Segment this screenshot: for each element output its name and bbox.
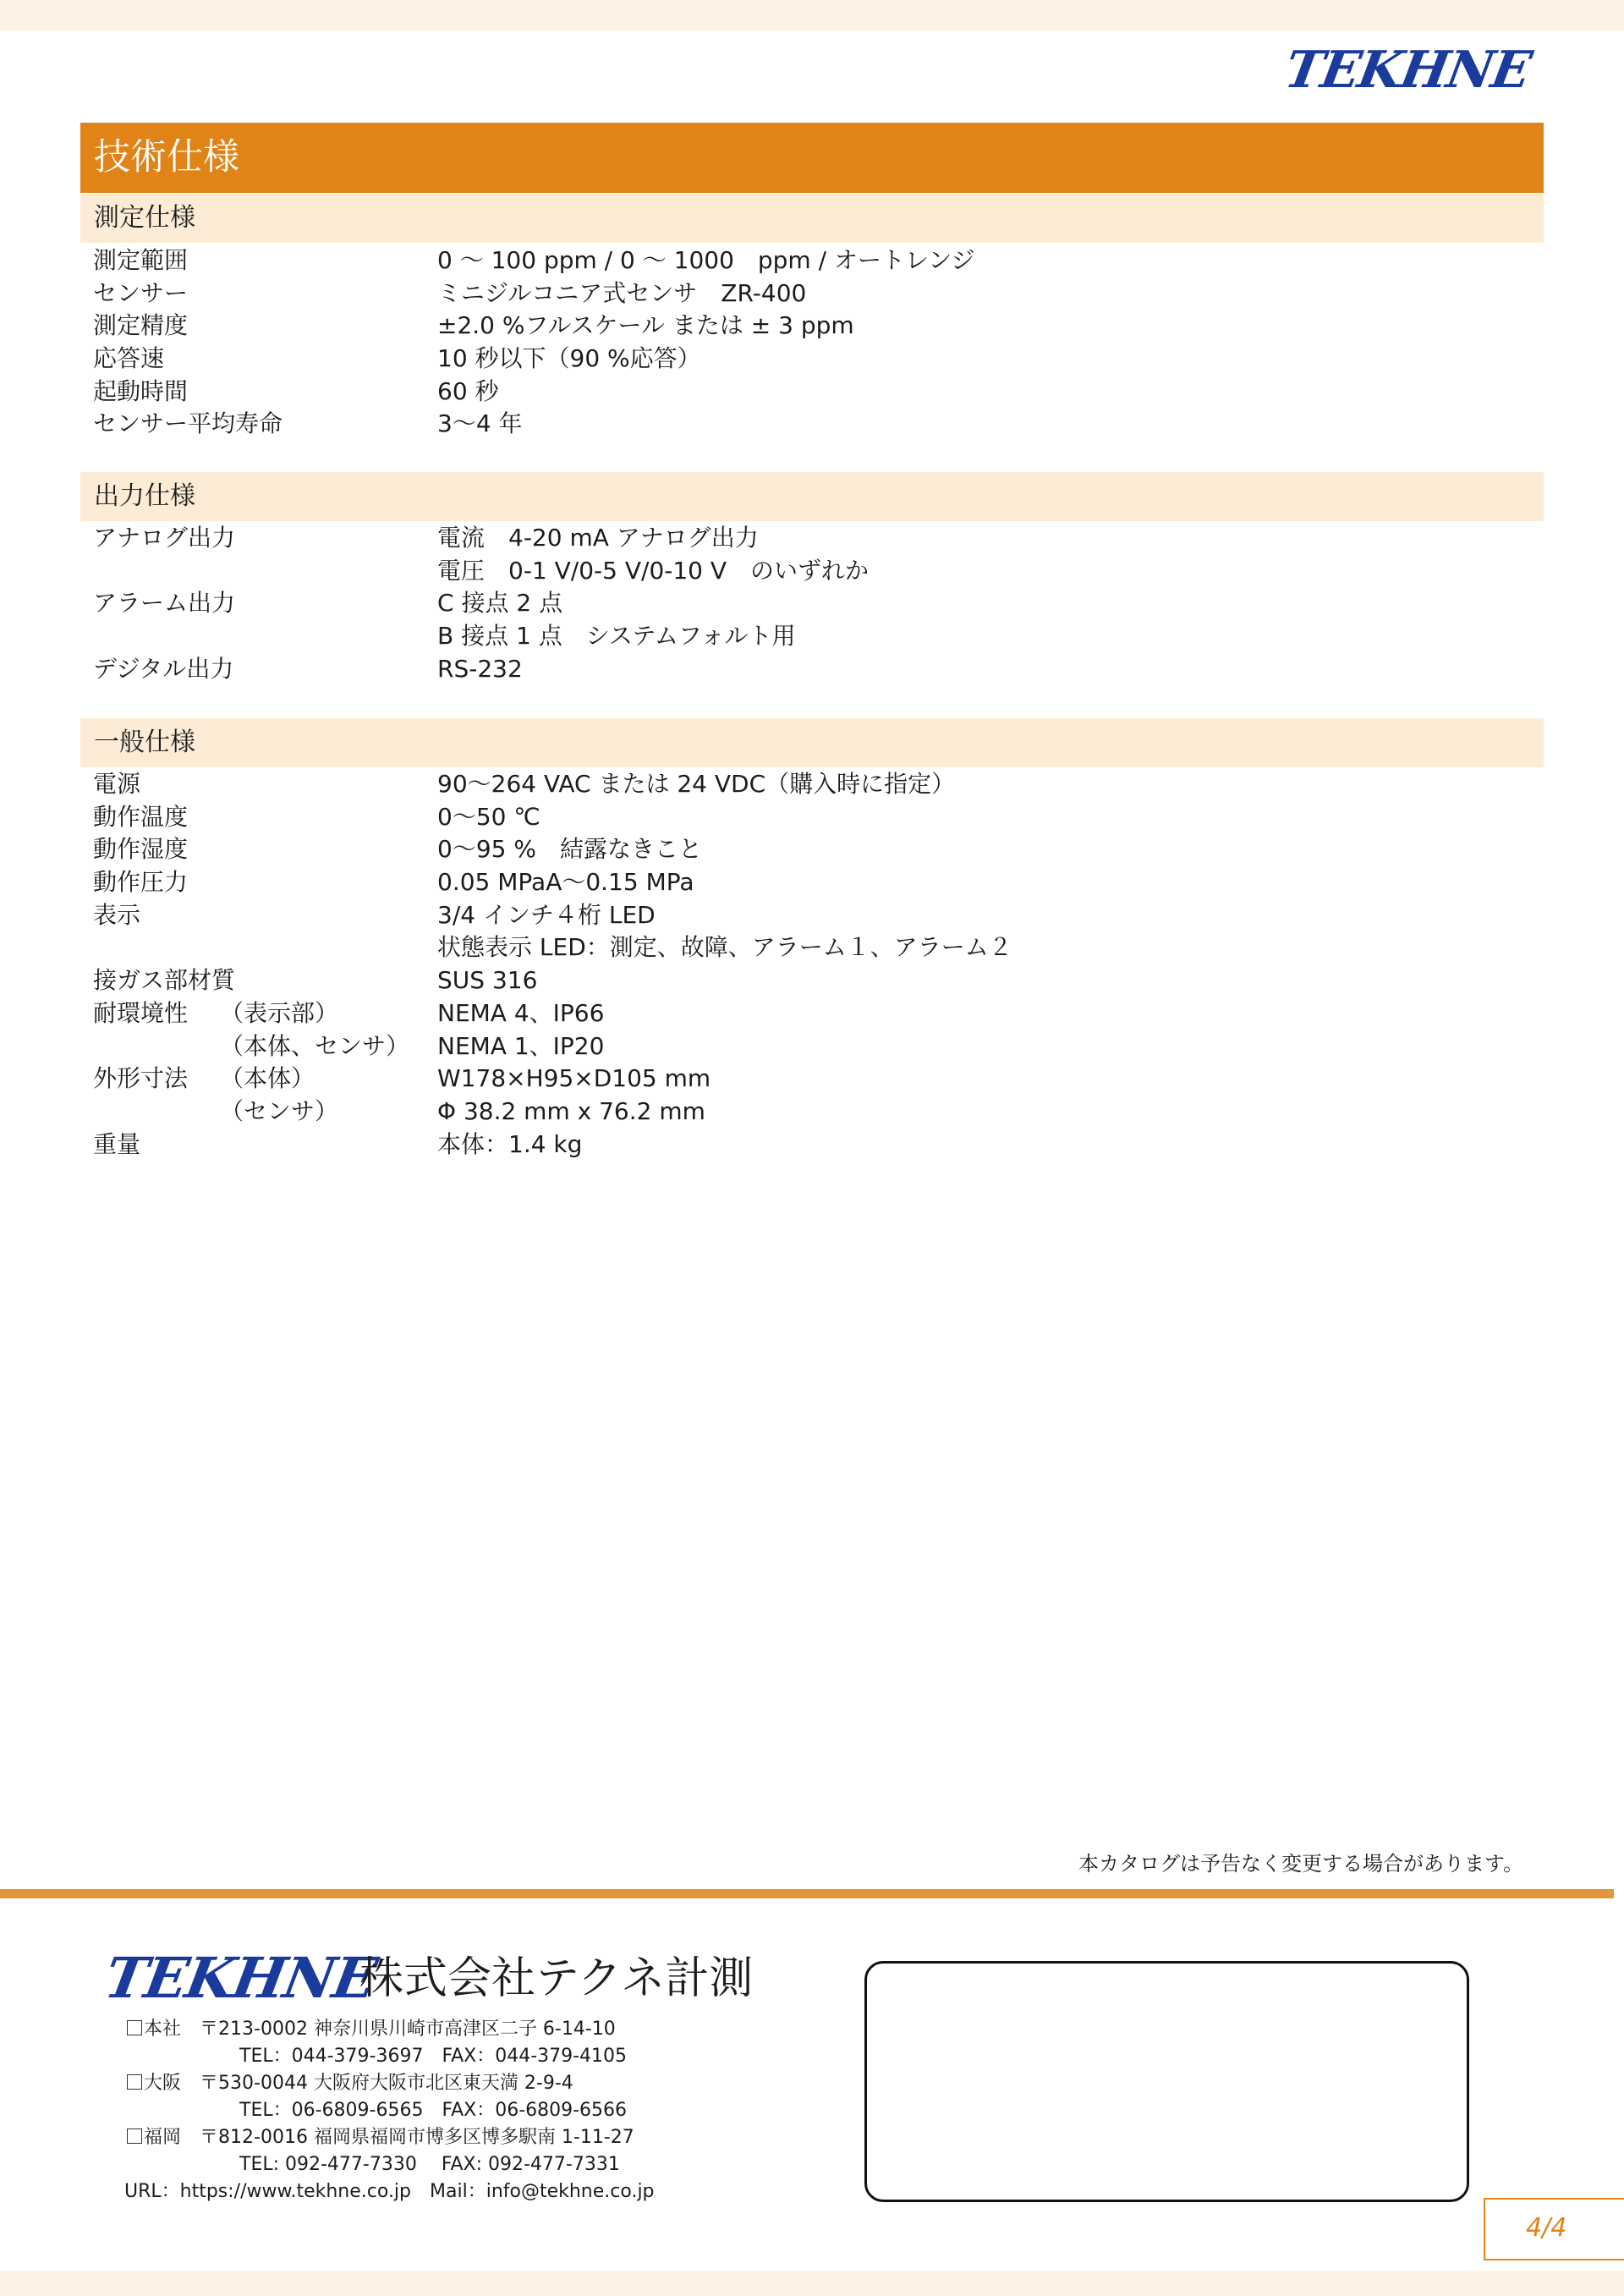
spec-label: 測定範囲 [93,246,189,274]
spec-row [80,899,1544,932]
spec-value: C 接点 2 点 [437,589,563,618]
spec-rows-output [80,522,1544,685]
spec-label: 応答速 [93,344,165,373]
section-heading-label: 出力仕様 [94,481,195,511]
spec-value: 0 ～ 100 ppm / 0 ～ 1000 ppm / オートレンジ [437,246,975,274]
checkbox-icon [127,2074,142,2090]
checkbox-icon [127,2020,142,2035]
spec-value: 3/4 インチ４桁 LED [437,900,656,929]
office-head-contact: TEL：044-379-3697 FAX：044-379-4105 [239,2046,628,2067]
section-heading-measurement [80,194,1544,243]
spec-rows-measurement [80,244,1544,441]
spec-value: ミニジルコニア式センサ ZR-400 [437,278,807,307]
office-osaka-contact: TEL：06-6809-6565 FAX：06-6809-6566 [239,2100,628,2121]
spec-value: NEMA 1、IP20 [437,1031,605,1060]
spec-value: B 接点 1 点 システムフォルト用 [437,622,796,651]
spec-row [80,653,1544,686]
spec-sublabel: （センサ） [220,1096,339,1125]
spec-value: 10 秒以下（90 %応答） [437,344,701,373]
page-title-bar [80,123,1544,193]
spec-value: 電流 4-20 mA アナログ出力 [437,524,759,552]
office-name: 福岡 [144,2127,182,2148]
section-heading-label: 測定仕様 [94,203,195,233]
bottom-band [0,2271,1624,2296]
spec-row [80,620,1544,653]
spec-label: 表示 [93,900,141,929]
tekhne-logo: TEKHNE [1280,41,1534,100]
spec-value: W178×H95×D105 mm [437,1064,711,1093]
top-band [0,0,1624,30]
spec-sublabel: （本体、センサ） [220,1031,410,1060]
spec-label: 接ガス部材質 [93,966,236,995]
spec-row [80,343,1544,376]
office-name: 本社 [144,2019,182,2040]
spec-row [80,555,1544,588]
tekhne-logo-footer: TEKHNE [100,1945,381,2011]
spec-sublabel: （表示部） [220,998,339,1027]
section-heading-label: 一般仕様 [94,728,195,757]
spec-row [80,587,1544,620]
office-fukuoka-contact: TEL: 092-477-7330 FAX: 092-477-7331 [239,2154,620,2175]
spec-row [80,833,1544,866]
spec-value: 電圧 0-1 V/0-5 V/0-10 V のいずれか [437,556,870,585]
office-name: 大阪 [144,2073,182,2094]
checkbox-icon [127,2128,142,2144]
spec-row [80,964,1544,997]
spec-label: 測定精度 [93,311,189,340]
spec-label: 電源 [93,770,141,798]
spec-row [80,1030,1544,1063]
spec-row [80,768,1544,801]
spec-value: 状態表示 LED：測定、故障、アラーム１、アラーム２ [437,933,1012,962]
spec-row [80,376,1544,409]
spec-label: センサー [93,278,189,307]
spec-label: センサー平均寿命 [93,409,283,438]
spec-label: 重量 [93,1129,141,1158]
section-heading-output [80,472,1544,521]
office-address: 〒812-0016 福岡県福岡市博多区博多駅南 1-11-27 [200,2127,634,2148]
spec-value: NEMA 4、IP66 [437,998,605,1027]
dealer-stamp-box [864,1961,1469,2202]
spec-row [80,408,1544,441]
spec-value: 90～264 VAC または 24 VDC（購入時に指定） [437,770,956,798]
spec-value: SUS 316 [437,966,538,995]
spec-value: 0.05 MPaA～0.15 MPa [437,868,694,897]
spec-row [80,1096,1544,1129]
spec-row [80,931,1544,964]
office-address: 〒213-0002 神奈川県川崎市高津区二子 6-14-10 [200,2019,616,2040]
spec-row [80,1129,1544,1162]
company-name: 株式会社テクネ計測 [359,1953,754,2004]
spec-value: 3～4 年 [437,409,523,438]
page-number: 4/4 [1526,2213,1567,2243]
disclaimer-notice: 本カタログは予告なく変更する場合があります。 [1078,1852,1524,1876]
spec-row [80,997,1544,1030]
office-osaka-address [127,2070,573,2097]
spec-value: 60 秒 [437,376,499,405]
spec-row [80,1063,1544,1096]
spec-value: 本体：1.4 kg [437,1129,583,1158]
spec-rows-general [80,768,1544,1161]
office-address: 〒530-0044 大阪府大阪市北区東天満 2-9-4 [200,2073,573,2094]
spec-row [80,801,1544,834]
spec-label: 外形寸法 [93,1064,189,1093]
spec-row [80,522,1544,555]
spec-row [80,310,1544,343]
spec-row [80,277,1544,310]
spec-label: 動作圧力 [93,868,189,897]
spec-label: デジタル出力 [93,654,234,683]
spec-value: 0～50 ℃ [437,802,540,831]
spec-value: Φ 38.2 mm x 76.2 mm [437,1096,705,1125]
spec-value: RS-232 [437,654,523,683]
footer-divider [0,1889,1614,1898]
spec-sublabel: （本体） [220,1064,315,1093]
spec-label: 動作温度 [93,802,189,831]
spec-label: アラーム出力 [93,589,236,618]
section-heading-general [80,718,1544,767]
page-title: 技術仕様 [94,136,239,179]
spec-label: 耐環境性 [93,998,189,1027]
spec-value: ±2.0 %フルスケール または ± 3 ppm [437,311,854,340]
spec-value: 0～95 % 結露なきこと [437,835,702,864]
spec-label: 動作湿度 [93,835,189,864]
spec-label: アナログ出力 [93,524,236,552]
spec-row [80,244,1544,277]
office-head-address [127,2016,616,2043]
office-fukuoka-address [127,2124,634,2151]
spec-row [80,866,1544,899]
company-web-mail: URL：https://www.tekhne.co.jp Mail：info@tekhne.co.jp [124,2181,655,2202]
spec-label: 起動時間 [93,376,189,405]
